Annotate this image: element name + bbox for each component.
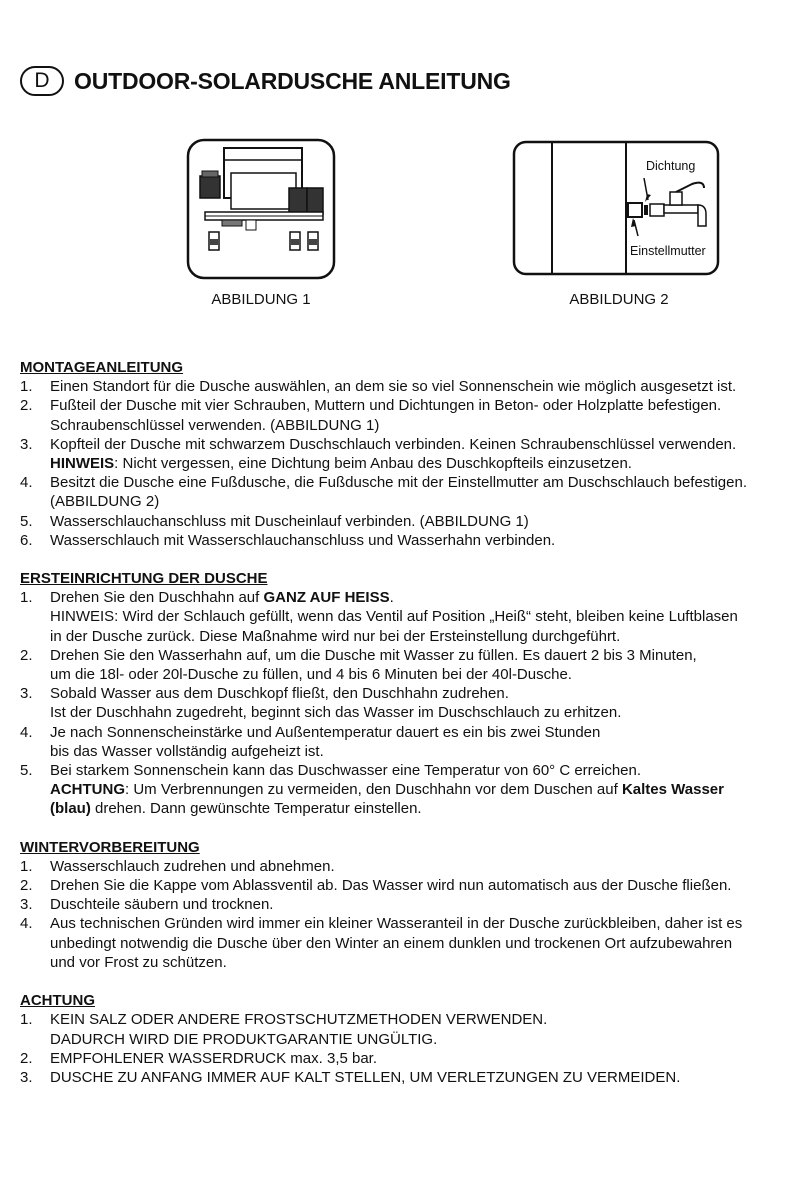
list-item: 2. Drehen Sie die Kappe vom Ablassventil ab. Das Wasser wird nun automatisch aus der Dusche fließen. <box>20 877 732 895</box>
list-item: 4. Je nach Sonnenscheinstärke und Außentemperatur dauert es ein bis zwei Stunden bis das Wasser vollständig aufgeheizt ist. <box>20 723 601 760</box>
figure-1-shower-base-illustration <box>186 138 336 280</box>
list-item: 3. Sobald Wasser aus dem Duschkopf fließt, den Duschhahn zudrehen. Ist der Duschhahn zugedreht, beginnt sich das Wasser im Duschschlauch zu erhitzen. <box>20 685 622 722</box>
section-montage <box>20 358 795 550</box>
list-item: 3. DUSCHE ZU ANFANG IMMER AUF KALT STELLEN, UM VERLETZUNGEN ZU VERMEIDEN. <box>20 1068 681 1086</box>
list-item: 3. Kopfteil der Dusche mit schwarzem Duschschlauch verbinden. Keinen Schraubenschlüssel verwenden. HINWEIS: Nicht vergessen, eine Dichtung beim Anbau des Duschkopfteils einzusetzen. <box>20 435 737 473</box>
section-title-montage: MONTAGEANLEITUNG <box>20 359 184 376</box>
label-einstellmutter: Einstellmutter <box>630 244 706 258</box>
list-item: 1. Einen Standort für die Dusche auswählen, an dem sie so viel Sonnenschein wie möglich ausgesetzt ist. <box>20 378 737 396</box>
figure-2-caption: ABBILDUNG 2 <box>569 291 669 308</box>
list-item: 3. Duschteile säubern und trocknen. <box>20 896 274 914</box>
list-item: 4. Besitzt die Dusche eine Fußdusche, die Fußdusche mit der Einstellmutter am Duschschlauch befestigen. (ABBILDUNG 2) <box>20 474 748 511</box>
instructions-content <box>20 358 795 1106</box>
section-title-winter: WINTERVORBEREITUNG <box>20 838 200 856</box>
hinweis-label: HINWEIS <box>50 455 115 473</box>
section-title-ersteinrichtung: ERSTEINRICHTUNG DER DUSCHE <box>20 570 268 588</box>
list-item: 5. Bei starkem Sonnenschein kann das Duschwasser eine Temperatur von 60° C erreichen. ACHTUNG: Um Verbrennungen zu vermeiden, den Duschhahn vor dem Duschen auf Kaltes Wasser (blau) drehen. Dann gewünschte Temperatur einstellen. <box>20 762 724 818</box>
list-item: 1. Wasserschlauch zudrehen und abnehmen. <box>20 857 335 875</box>
section-title-achtung: ACHTUNG <box>20 992 95 1010</box>
list-item: 2. Drehen Sie den Wasserhahn auf, um die Dusche mit Wasser zu füllen. Es dauert 2 bis 3 Minuten, um die 18l- oder 20l-Dusche zu füllen, und 4 bis 6 Minuten bei der 40l-Dusche. <box>20 646 697 684</box>
language-badge: D <box>20 66 64 96</box>
section-ersteinrichtung <box>20 569 795 819</box>
section-winter <box>20 838 795 972</box>
list-item: 1. KEIN SALZ ODER ANDERE FROSTSCHUTZMETHODEN VERWENDEN. DADURCH WIRD DIE PRODUKTGARANTIE UNGÜLTIG. <box>20 1011 548 1048</box>
achtung-label: ACHTUNG <box>50 781 125 799</box>
list-item: 2. EMPFOHLENER WASSERDRUCK max. 3,5 bar. <box>20 1049 378 1067</box>
list-item: 4. Aus technischen Gründen wird immer ein kleiner Wasseranteil in der Dusche zurückbleiben, daher ist es unbedingt notwendig die Dusche über den Winter an einem dunklen und trockenen Ort aufzubewahren und vor Frost zu schützen. <box>20 915 743 971</box>
figure-2-foot-shower-illustration <box>512 140 720 276</box>
list-item: 6. Wasserschlauch mit Wasserschlauchanschluss und Wasserhahn verbinden. <box>20 531 556 549</box>
title-row <box>20 66 511 96</box>
page-title: OUTDOOR-SOLARDUSCHE ANLEITUNG <box>74 67 511 94</box>
label-dichtung: Dichtung <box>646 159 696 173</box>
list-item: 5. Wasserschlauchanschluss mit Duscheinlauf verbinden. (ABBILDUNG 1) <box>20 512 529 530</box>
list-item: 1. Drehen Sie den Duschhahn auf GANZ AUF HEISS. HINWEIS: Wird der Schlauch gefüllt, wenn das Ventil auf Position „Heiß“ steht, bleiben keine Luftblasen in der Dusche zurück. Diese Maßnahme wird nur bei der Ersteinstellung durchgeführt. <box>20 589 738 645</box>
list-item: 2. Fußteil der Dusche mit vier Schrauben, Muttern und Dichtungen in Beton- oder Holzplatte befestigen. Schraubenschlüssel verwenden. (ABBILDUNG 1) <box>20 397 722 434</box>
figure-1-caption: ABBILDUNG 1 <box>211 291 311 308</box>
section-achtung <box>20 991 795 1087</box>
